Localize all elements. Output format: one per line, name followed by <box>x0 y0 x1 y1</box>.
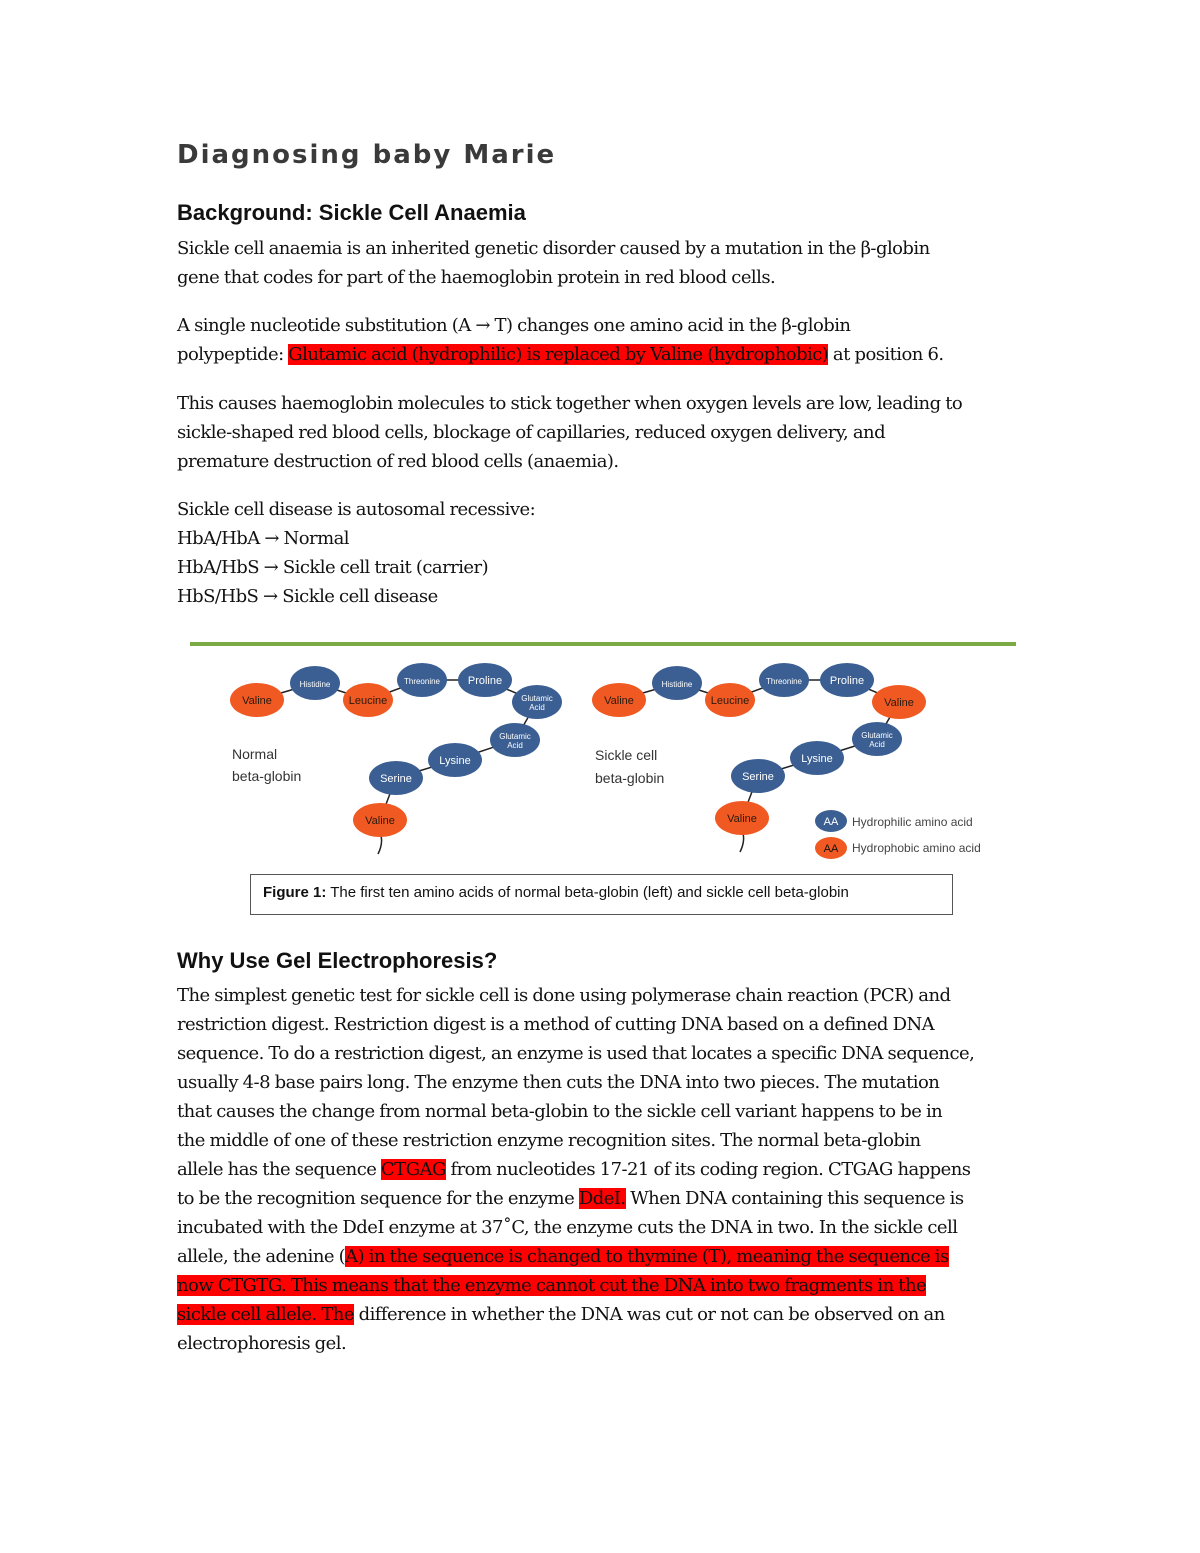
sickle-residue-label: Glutamic <box>861 731 893 740</box>
text-line: incubated with the DdeI enzyme at 37˚C, the enzyme cuts the DNA in two. In the sickle cell <box>177 1217 958 1238</box>
text-line: This causes haemoglobin molecules to stick together when oxygen levels are low, leading to <box>177 393 963 414</box>
text-line <box>177 1184 1027 1213</box>
text-line: restriction digest. Restriction digest is a method of cutting DNA based on a defined DNA <box>177 1014 935 1035</box>
legend-hydrophobic-badge-text: AA <box>823 843 839 855</box>
highlighted-text: sickle cell allele. The <box>177 1304 354 1325</box>
text-line <box>177 1300 1027 1329</box>
sickle-residue-label: Valine <box>727 813 757 825</box>
text-segment: allele has the sequence <box>177 1159 382 1180</box>
figure-caption <box>250 874 953 915</box>
text-segment: polypeptide: <box>177 344 289 365</box>
text-line <box>177 1271 1027 1300</box>
caption-text <box>263 884 849 901</box>
genotype-normal: HbA/HbA → Normal <box>177 528 349 549</box>
caption-body: The first ten amino acids of normal beta-globin (left) and sickle cell beta-globin <box>326 884 849 901</box>
normal-residue-label: Valine <box>365 815 395 827</box>
background-heading: Background: Sickle Cell Anaemia <box>177 200 526 225</box>
gel-heading: Why Use Gel Electrophoresis? <box>177 948 498 973</box>
normal-label-line1: Normal <box>232 746 278 762</box>
normal-residue-label: Acid <box>529 703 545 712</box>
caption-label: Figure 1: <box>263 884 327 901</box>
text-line: A single nucleotide substitution (A → T) changes one amino acid in the β-globin <box>177 315 851 336</box>
sickle-residue-label: Valine <box>884 697 914 709</box>
sickle-residue-label: Lysine <box>801 753 833 765</box>
normal-residue-label: Proline <box>467 675 503 687</box>
sickle-residue-label: Histidine <box>661 680 693 689</box>
normal-residue-label: Serine <box>380 773 412 785</box>
text-line: Sickle cell anaemia is an inherited genetic disorder caused by a mutation in the β-globin <box>177 238 930 259</box>
text-segment: from nucleotides 17-21 of its coding region. CTGAG happens <box>445 1159 971 1180</box>
text-line: The simplest genetic test for sickle cell is done using polymerase chain reaction (PCR) and <box>177 985 951 1006</box>
legend-hydrophilic-badge-text: AA <box>823 816 839 828</box>
normal-residue-label: Valine <box>242 695 272 707</box>
text-line: Sickle cell disease is autosomal recessive: <box>177 499 536 520</box>
genotype-disease: HbS/HbS → Sickle cell disease <box>177 586 438 607</box>
legend-hydrophilic-text: Hydrophilic amino acid <box>852 815 973 829</box>
normal-chain <box>230 663 562 854</box>
sickle-residue-label: Serine <box>742 771 774 783</box>
text-line: sickle-shaped red blood cells, blockage of capillaries, reduced oxygen delivery, and <box>177 422 886 443</box>
text-line: the middle of one of these restriction enzyme recognition sites. The normal beta-globin <box>177 1130 921 1151</box>
legend-hydrophobic-text: Hydrophobic amino acid <box>852 841 981 855</box>
background-paragraph-3 <box>177 389 1027 476</box>
highlighted-text: DdeI. <box>578 1188 626 1209</box>
highlighted-text: CTGAG <box>381 1159 446 1180</box>
legend-hydrophobic <box>815 837 981 859</box>
sickle-residue-label: Threonine <box>765 677 803 686</box>
sickle-label-line2: beta-globin <box>595 770 665 786</box>
text-segment: difference in whether the DNA was cut or not can be observed on an <box>353 1304 945 1325</box>
normal-label-line2: beta-globin <box>232 768 302 784</box>
text-line: sequence. To do a restriction digest, an enzyme is used that locates a specific DNA sequence, <box>177 1043 975 1064</box>
normal-residue-label: Threonine <box>403 677 441 686</box>
highlighted-text: A) in the sequence is changed to thymine (T), meaning the sequence is <box>345 1246 949 1267</box>
text-segment: at position 6. <box>828 344 944 365</box>
page-title: Diagnosing baby Marie <box>177 140 557 170</box>
sickle-residue-label: Valine <box>604 695 634 707</box>
sickle-residue-label: Acid <box>869 740 885 749</box>
normal-residue-label: Glutamic <box>521 694 553 703</box>
text-line <box>177 1242 1027 1271</box>
text-line: that causes the change from normal beta-globin to the sickle cell variant happens to be in <box>177 1101 943 1122</box>
inheritance-paragraph <box>177 495 1027 611</box>
normal-residue-label: Leucine <box>348 695 388 707</box>
sickle-residue-label: Proline <box>829 675 865 687</box>
normal-residue-label: Glutamic <box>499 732 531 741</box>
sickle-label-line1: Sickle cell <box>595 747 658 763</box>
sickle-residue-label: Leucine <box>710 695 750 707</box>
text-segment: When DNA containing this sequence is <box>625 1188 964 1209</box>
background-paragraph-1 <box>177 234 1027 292</box>
highlighted-text: now CTGTG. This means that the enzyme cannot cut the DNA into two fragments in the <box>177 1275 927 1296</box>
text-line <box>177 340 1027 369</box>
normal-residue-label: Lysine <box>439 755 471 767</box>
genotype-carrier: HbA/HbS → Sickle cell trait (carrier) <box>177 557 489 578</box>
text-segment: to be the recognition sequence for the enzyme <box>177 1188 579 1209</box>
text-segment: allele, the adenine ( <box>177 1246 346 1267</box>
gel-paragraph <box>177 981 1027 1358</box>
normal-residue-label: Histidine <box>299 680 331 689</box>
highlighted-text: Glutamic acid (hydrophilic) is replaced by Valine (hydrophobic) <box>288 344 829 365</box>
text-line: usually 4-8 base pairs long. The enzyme then cuts the DNA into two pieces. The mutation <box>177 1072 940 1093</box>
text-line: electrophoresis gel. <box>177 1333 347 1354</box>
background-paragraph-2 <box>177 311 1027 369</box>
text-line <box>177 1155 1027 1184</box>
text-line: gene that codes for part of the haemoglobin protein in red blood cells. <box>177 267 776 288</box>
legend-hydrophilic <box>815 810 973 832</box>
text-line: premature destruction of red blood cells (anaemia). <box>177 451 619 472</box>
normal-residue-label: Acid <box>507 741 523 750</box>
